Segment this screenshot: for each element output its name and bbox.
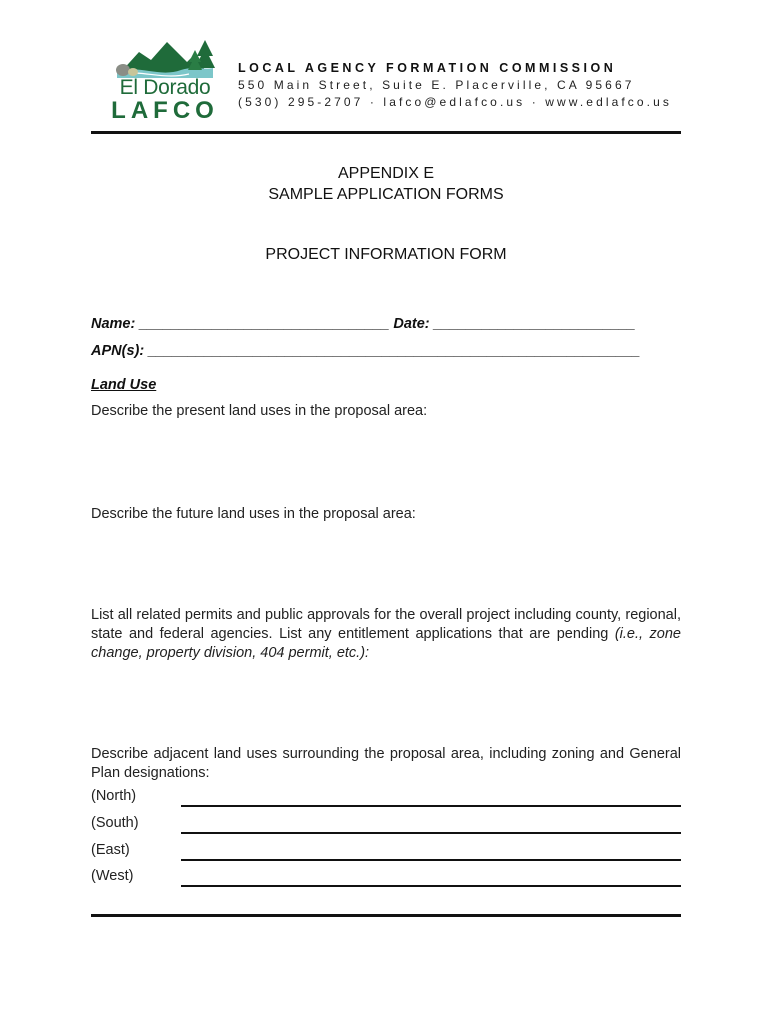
permits-prompt-text: List all related permits and public approvals for the overall project including county, regional, state and federal agencies. List any entitlement applications that are pending xyxy=(91,607,681,642)
appendix-title-block xyxy=(91,163,681,205)
organization-name: LOCAL AGENCY FORMATION COMMISSION xyxy=(238,61,617,75)
land-use-heading: Land Use xyxy=(91,377,157,393)
north-label: (North) xyxy=(91,788,137,804)
appendix-subtitle: SAMPLE APPLICATION FORMS xyxy=(268,186,504,203)
logo-text-lafco: LAFCO xyxy=(111,97,219,124)
permits-prompt-examples: (i.e., zone change, property division, 404 permit, etc.): xyxy=(91,626,681,661)
el-dorado-lafco-logo xyxy=(109,34,221,122)
west-input-line[interactable] xyxy=(181,885,681,887)
north-input-line[interactable] xyxy=(181,805,681,807)
west-label: (West) xyxy=(91,868,134,884)
north-field-row[interactable] xyxy=(91,788,681,808)
south-input-line[interactable] xyxy=(181,832,681,834)
west-field-row[interactable] xyxy=(91,868,681,888)
apn-field-row[interactable]: APN(s): _____________________________________________________________ xyxy=(91,343,641,359)
adjacent-land-use-prompt: Describe adjacent land uses surrounding the proposal area, including zoning and General Plan designations: xyxy=(91,746,681,781)
form-title: PROJECT INFORMATION FORM xyxy=(265,246,507,263)
appendix-title: APPENDIX E xyxy=(337,165,435,182)
organization-contact: (530) 295-2707 · lafco@edlafco.us · www.edlafco.us xyxy=(238,95,672,109)
organization-info xyxy=(238,61,678,109)
header-divider xyxy=(91,131,681,134)
name-date-field-row[interactable]: Name: _______________________________ Date: _________________________ xyxy=(91,316,636,332)
east-field-row[interactable] xyxy=(91,842,681,862)
logo-text-el-dorado: El Dorado xyxy=(119,76,211,99)
east-input-line[interactable] xyxy=(181,859,681,861)
present-land-use-prompt: Describe the present land uses in the proposal area: xyxy=(91,403,428,419)
organization-address: 550 Main Street, Suite E. Placerville, CA 95667 xyxy=(238,78,635,92)
permits-prompt xyxy=(91,606,681,663)
east-label: (East) xyxy=(91,842,130,858)
future-land-use-prompt: Describe the future land uses in the proposal area: xyxy=(91,506,416,522)
south-field-row[interactable] xyxy=(91,815,681,835)
south-label: (South) xyxy=(91,815,139,831)
footer-divider xyxy=(91,914,681,917)
